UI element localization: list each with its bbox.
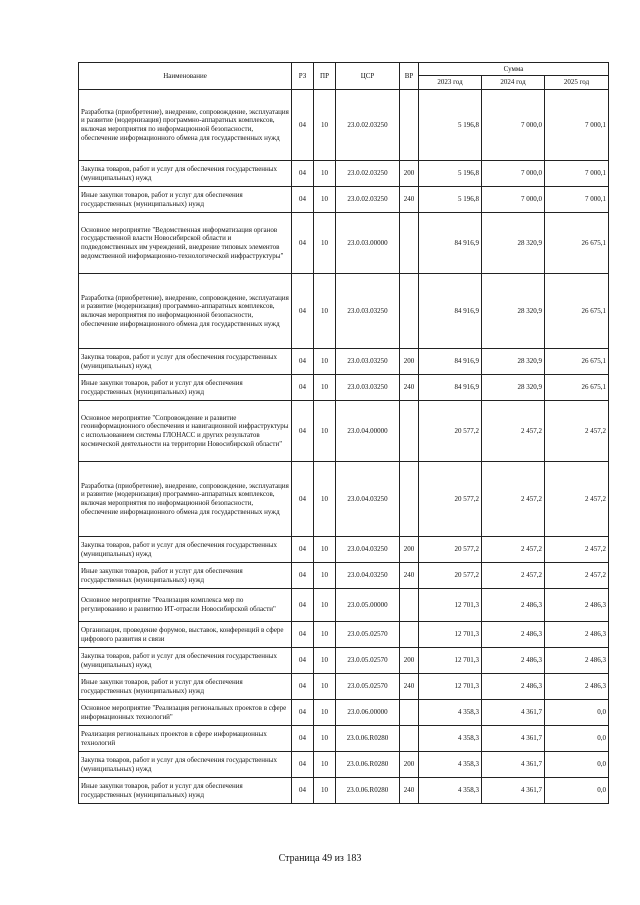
cell-2024: 4 361,7	[482, 726, 545, 752]
cell-pr: 10	[314, 537, 336, 563]
table-row	[79, 90, 609, 161]
cell-2024: 2 486,3	[482, 622, 545, 648]
cell-2024: 2 457,2	[482, 462, 545, 537]
cell-pr: 10	[314, 349, 336, 375]
cell-2024: 4 361,7	[482, 700, 545, 726]
cell-2025: 2 457,2	[545, 537, 609, 563]
cell-2024: 4 361,7	[482, 752, 545, 778]
cell-csr: 23.0.06.00000	[336, 700, 400, 726]
table-row	[79, 187, 609, 213]
header-csr: ЦСР	[336, 63, 400, 90]
cell-name: Разработка (приобретение), внедрение, сопровождение, эксплуатация и развитие (модернизация) программно-аппаратных комплексов, включая мероприятия по информационной безопасности, обеспечение информационного обмена для государственных нужд	[79, 274, 292, 349]
cell-vr: 200	[400, 349, 419, 375]
cell-2025: 2 486,3	[545, 674, 609, 700]
cell-2025: 2 457,2	[545, 563, 609, 589]
cell-2025: 2 486,3	[545, 589, 609, 622]
cell-vr	[400, 274, 419, 349]
cell-rz: 04	[292, 161, 314, 187]
cell-2023: 12 701,3	[419, 674, 482, 700]
table-row	[79, 589, 609, 622]
cell-vr	[400, 589, 419, 622]
cell-name: Иные закупки товаров, работ и услуг для обеспечения государственных (муниципальных) нужд	[79, 778, 292, 804]
cell-name: Иные закупки товаров, работ и услуг для обеспечения государственных (муниципальных) нужд	[79, 375, 292, 401]
cell-2023: 20 577,2	[419, 401, 482, 462]
cell-pr: 10	[314, 274, 336, 349]
cell-vr: 240	[400, 674, 419, 700]
cell-pr: 10	[314, 213, 336, 274]
table-row	[79, 213, 609, 274]
cell-2023: 5 196,8	[419, 187, 482, 213]
cell-2025: 26 675,1	[545, 349, 609, 375]
cell-2025: 7 000,1	[545, 161, 609, 187]
cell-2025: 0,0	[545, 752, 609, 778]
table-row	[79, 537, 609, 563]
cell-2024: 2 457,2	[482, 537, 545, 563]
cell-pr: 10	[314, 700, 336, 726]
cell-vr	[400, 622, 419, 648]
budget-table	[78, 62, 609, 804]
cell-csr: 23.0.04.03250	[336, 462, 400, 537]
cell-name: Разработка (приобретение), внедрение, сопровождение, эксплуатация и развитие (модернизация) программно-аппаратных комплексов, включая мероприятия по информационной безопасности, обеспечение информационного обмена для государственных нужд	[79, 462, 292, 537]
cell-pr: 10	[314, 589, 336, 622]
cell-2024: 28 320,9	[482, 213, 545, 274]
cell-2023: 84 916,9	[419, 375, 482, 401]
cell-2025: 0,0	[545, 778, 609, 804]
cell-csr: 23.0.05.00000	[336, 589, 400, 622]
cell-csr: 23.0.03.03250	[336, 349, 400, 375]
cell-rz: 04	[292, 462, 314, 537]
cell-rz: 04	[292, 274, 314, 349]
cell-2024: 7 000,0	[482, 161, 545, 187]
cell-csr: 23.0.02.03250	[336, 161, 400, 187]
cell-rz: 04	[292, 726, 314, 752]
cell-name: Закупка товаров, работ и услуг для обеспечения государственных (муниципальных) нужд	[79, 648, 292, 674]
cell-name: Основное мероприятие "Сопровождение и развитие геоинформационного обеспечения и навигационной инфраструктуры с использованием системы ГЛОНАСС и других результатов космической деятельности на территории Новосибирской области"	[79, 401, 292, 462]
cell-rz: 04	[292, 752, 314, 778]
cell-pr: 10	[314, 778, 336, 804]
cell-csr: 23.0.02.03250	[336, 90, 400, 161]
header-2025: 2025 год	[545, 76, 609, 90]
cell-csr: 23.0.04.00000	[336, 401, 400, 462]
cell-2024: 28 320,9	[482, 375, 545, 401]
header-sum: Сумма	[419, 63, 609, 76]
cell-csr: 23.0.02.03250	[336, 187, 400, 213]
cell-name: Иные закупки товаров, работ и услуг для обеспечения государственных (муниципальных) нужд	[79, 563, 292, 589]
header-name: Наименование	[79, 63, 292, 90]
cell-2025: 0,0	[545, 726, 609, 752]
cell-csr: 23.0.03.03250	[336, 274, 400, 349]
cell-name: Закупка товаров, работ и услуг для обеспечения государственных (муниципальных) нужд	[79, 349, 292, 375]
table-row	[79, 700, 609, 726]
cell-rz: 04	[292, 700, 314, 726]
cell-2024: 28 320,9	[482, 349, 545, 375]
cell-csr: 23.0.05.02570	[336, 622, 400, 648]
table-row	[79, 752, 609, 778]
cell-2025: 7 000,1	[545, 90, 609, 161]
cell-2025: 7 000,1	[545, 187, 609, 213]
cell-2023: 4 358,3	[419, 726, 482, 752]
table-row	[79, 274, 609, 349]
table-header	[79, 63, 609, 90]
cell-pr: 10	[314, 674, 336, 700]
cell-2023: 12 701,3	[419, 589, 482, 622]
page-number: Страница 49 из 183	[278, 853, 362, 864]
header-rz: РЗ	[292, 63, 314, 90]
cell-rz: 04	[292, 589, 314, 622]
cell-rz: 04	[292, 622, 314, 648]
cell-pr: 10	[314, 563, 336, 589]
table-row	[79, 462, 609, 537]
cell-rz: 04	[292, 90, 314, 161]
header-2024: 2024 год	[482, 76, 545, 90]
table-row	[79, 563, 609, 589]
cell-2023: 4 358,3	[419, 700, 482, 726]
table-row	[79, 674, 609, 700]
cell-csr: 23.0.05.02570	[336, 674, 400, 700]
cell-pr: 10	[314, 752, 336, 778]
cell-vr	[400, 462, 419, 537]
cell-rz: 04	[292, 187, 314, 213]
cell-vr: 200	[400, 752, 419, 778]
cell-vr	[400, 213, 419, 274]
cell-pr: 10	[314, 648, 336, 674]
cell-csr: 23.0.06.R0280	[336, 778, 400, 804]
cell-rz: 04	[292, 349, 314, 375]
cell-2025: 2 457,2	[545, 401, 609, 462]
cell-2024: 2 457,2	[482, 563, 545, 589]
cell-2025: 2 486,3	[545, 622, 609, 648]
cell-vr: 240	[400, 375, 419, 401]
cell-2024: 7 000,0	[482, 187, 545, 213]
cell-2025: 26 675,1	[545, 213, 609, 274]
cell-rz: 04	[292, 674, 314, 700]
cell-name: Закупка товаров, работ и услуг для обеспечения государственных (муниципальных) нужд	[79, 161, 292, 187]
cell-2023: 12 701,3	[419, 648, 482, 674]
cell-2024: 2 486,3	[482, 674, 545, 700]
cell-vr: 200	[400, 537, 419, 563]
cell-name: Иные закупки товаров, работ и услуг для обеспечения государственных (муниципальных) нужд	[79, 674, 292, 700]
cell-2023: 20 577,2	[419, 537, 482, 563]
cell-2025: 26 675,1	[545, 375, 609, 401]
cell-2025: 2 486,3	[545, 648, 609, 674]
cell-rz: 04	[292, 375, 314, 401]
table-row	[79, 622, 609, 648]
cell-2023: 4 358,3	[419, 778, 482, 804]
table-row	[79, 778, 609, 804]
cell-2023: 5 196,8	[419, 161, 482, 187]
cell-pr: 10	[314, 90, 336, 161]
cell-pr: 10	[314, 375, 336, 401]
cell-csr: 23.0.06.R0280	[336, 752, 400, 778]
cell-2024: 7 000,0	[482, 90, 545, 161]
cell-name: Организация, проведение форумов, выставок, конференций в сфере цифрового развития и связи	[79, 622, 292, 648]
cell-2024: 2 457,2	[482, 401, 545, 462]
cell-2024: 28 320,9	[482, 274, 545, 349]
cell-pr: 10	[314, 726, 336, 752]
header-2023: 2023 год	[419, 76, 482, 90]
cell-2023: 84 916,9	[419, 213, 482, 274]
cell-name: Основное мероприятие "Реализация комплекса мер по регулированию и развитию ИТ-отрасли Новосибирской области"	[79, 589, 292, 622]
cell-csr: 23.0.05.02570	[336, 648, 400, 674]
table-body	[79, 90, 609, 804]
cell-name: Основное мероприятие "Реализация региональных проектов в сфере информационных технологий"	[79, 700, 292, 726]
table-row	[79, 161, 609, 187]
cell-rz: 04	[292, 648, 314, 674]
cell-2024: 2 486,3	[482, 648, 545, 674]
cell-pr: 10	[314, 401, 336, 462]
cell-csr: 23.0.04.03250	[336, 563, 400, 589]
cell-2023: 84 916,9	[419, 349, 482, 375]
cell-name: Закупка товаров, работ и услуг для обеспечения государственных (муниципальных) нужд	[79, 752, 292, 778]
cell-2023: 20 577,2	[419, 563, 482, 589]
cell-csr: 23.0.04.03250	[336, 537, 400, 563]
cell-vr: 240	[400, 187, 419, 213]
cell-pr: 10	[314, 462, 336, 537]
cell-2023: 20 577,2	[419, 462, 482, 537]
cell-rz: 04	[292, 778, 314, 804]
cell-name: Реализация региональных проектов в сфере информационных технологий	[79, 726, 292, 752]
header-pr: ПР	[314, 63, 336, 90]
table-row	[79, 375, 609, 401]
cell-csr: 23.0.03.03250	[336, 375, 400, 401]
table-row	[79, 648, 609, 674]
cell-csr: 23.0.06.R0280	[336, 726, 400, 752]
cell-2023: 84 916,9	[419, 274, 482, 349]
cell-pr: 10	[314, 622, 336, 648]
cell-2023: 5 196,8	[419, 90, 482, 161]
cell-csr: 23.0.03.00000	[336, 213, 400, 274]
cell-2023: 12 701,3	[419, 622, 482, 648]
cell-vr: 240	[400, 563, 419, 589]
cell-vr: 200	[400, 161, 419, 187]
cell-vr: 200	[400, 648, 419, 674]
cell-vr	[400, 726, 419, 752]
cell-2025: 2 457,2	[545, 462, 609, 537]
cell-pr: 10	[314, 161, 336, 187]
cell-vr	[400, 90, 419, 161]
cell-2024: 4 361,7	[482, 778, 545, 804]
cell-2023: 4 358,3	[419, 752, 482, 778]
cell-2025: 0,0	[545, 700, 609, 726]
cell-rz: 04	[292, 563, 314, 589]
cell-rz: 04	[292, 213, 314, 274]
cell-name: Иные закупки товаров, работ и услуг для обеспечения государственных (муниципальных) нужд	[79, 187, 292, 213]
table-row	[79, 349, 609, 375]
cell-rz: 04	[292, 537, 314, 563]
cell-vr: 240	[400, 778, 419, 804]
cell-name: Основное мероприятие "Ведомственная информатизация органов государственной власти Новосибирской области и подведомственных им учреждений, внедрение типовых элементов ведомственной информационно-технологической инфраструктуры"	[79, 213, 292, 274]
cell-2025: 26 675,1	[545, 274, 609, 349]
table-row	[79, 401, 609, 462]
cell-pr: 10	[314, 187, 336, 213]
cell-rz: 04	[292, 401, 314, 462]
cell-vr	[400, 401, 419, 462]
cell-name: Разработка (приобретение), внедрение, сопровождение, эксплуатация и развитие (модернизация) программно-аппаратных комплексов, включая мероприятия по информационной безопасности, обеспечение информационного обмена для государственных нужд	[79, 90, 292, 161]
table-row	[79, 726, 609, 752]
cell-name: Закупка товаров, работ и услуг для обеспечения государственных (муниципальных) нужд	[79, 537, 292, 563]
cell-2024: 2 486,3	[482, 589, 545, 622]
header-vr: ВР	[400, 63, 419, 90]
cell-vr	[400, 700, 419, 726]
